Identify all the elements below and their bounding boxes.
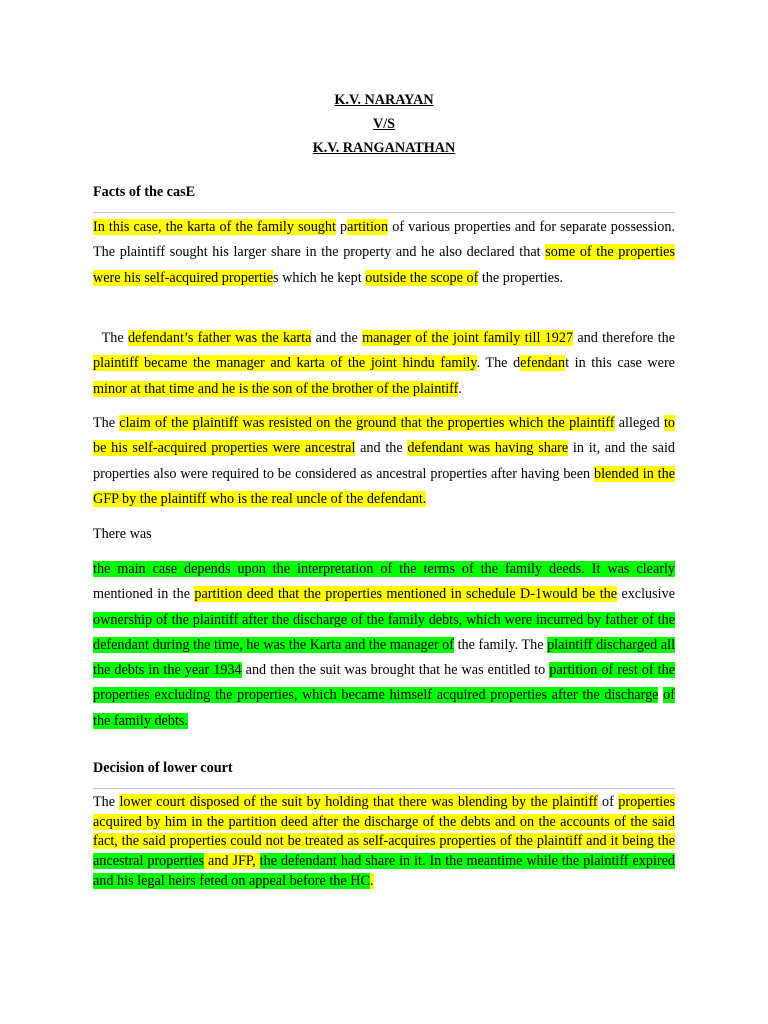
- lower-court-heading: Decision of lower court: [93, 760, 233, 776]
- highlight: ancestral properties: [93, 853, 205, 870]
- paragraph-1: [93, 215, 675, 291]
- paragraph-5: [93, 557, 675, 734]
- text-run: There was: [93, 526, 152, 542]
- highlight: efendan: [520, 355, 566, 372]
- text-run: and therefore the: [573, 330, 675, 346]
- text-run: and then the suit was brought that he was entitled to: [241, 662, 550, 679]
- highlight: defendant was having share: [407, 440, 569, 457]
- paragraph-3: [93, 411, 675, 512]
- highlight: artition: [347, 219, 389, 235]
- text-run: s which he kept: [273, 269, 366, 286]
- text-run: and the: [355, 440, 408, 457]
- highlight: some of the properties were his self-acquired propertie: [93, 244, 675, 286]
- title-versus: V/S: [372, 116, 396, 132]
- paragraph-4: [93, 522, 675, 547]
- text-run: of various properties and for separate possession. The plaintiff sought his larger share in the property and he also declared that: [93, 219, 675, 261]
- highlight: defendant’s father was the karta: [127, 330, 312, 346]
- highlight: of the family debts.: [93, 687, 675, 729]
- highlight: lower court disposed of the suit by holding that there was blending by the plaintiff: [119, 794, 598, 810]
- highlight: the main case depends upon the interpretation of the terms of the family deeds. It was clearly: [93, 561, 675, 577]
- text-run: . The d: [476, 355, 521, 372]
- highlight: manager of the joint family till 1927: [362, 330, 574, 346]
- highlight: .: [369, 872, 374, 889]
- text-run: The: [93, 330, 128, 346]
- highlight: blended in the GFP by the plaintiff who is the real uncle of the defendant.: [93, 465, 675, 507]
- text-run: mentioned in the: [93, 586, 195, 603]
- paragraph-6: [93, 793, 675, 892]
- paragraph-2: [93, 326, 675, 402]
- highlight: plaintiff discharged all the debts in the year 1934: [93, 636, 676, 679]
- title-respondent: K.V. RANGANATHAN: [312, 140, 456, 156]
- text-run: p: [335, 219, 348, 235]
- highlight: to be his self-acquired properties were ancestral: [93, 415, 676, 457]
- text-run: the family. The: [454, 636, 548, 653]
- case-title: [93, 88, 675, 160]
- text-run: alleged: [614, 415, 664, 431]
- highlight: partition deed that the properties mentioned in schedule D-1would be the: [194, 586, 618, 603]
- highlight: properties acquired by him in the partition deed after the discharge of the debts and on the accounts of the said fact, the said properties could not be treated as self-acquires properties of the plaintiff and it being the: [93, 794, 676, 850]
- text-run: exclusive: [617, 586, 675, 603]
- highlight: claim of the plaintiff was resisted on the ground that the properties which the plaintiff: [119, 415, 615, 431]
- highlight: minor at that time and he is the son of the brother of the plaintiff: [93, 380, 459, 397]
- text-run: in it, and the said properties also were required to be considered as ancestral properties after having been: [93, 440, 676, 482]
- text-run: and the: [311, 330, 363, 346]
- text-run: The: [93, 415, 120, 431]
- highlight: plaintiff became the manager and karta of the joint hindu family: [93, 355, 477, 372]
- highlight: outside the scope of: [365, 269, 479, 286]
- highlight: In this case, the karta of the family sought: [93, 219, 336, 235]
- highlight: and JFP,: [204, 853, 260, 870]
- highlight: the defendant had share in it. In the meantime while the plaintiff expired and his legal heirs feted on appeal before the HC: [93, 853, 676, 889]
- text-run: .: [458, 380, 462, 397]
- facts-divider: [93, 212, 675, 213]
- text-run: t in this case were: [565, 355, 675, 372]
- text-run: of: [597, 794, 619, 810]
- highlight: partition of rest of the properties excluding the properties, which became himself acquired properties after the discharge: [93, 662, 675, 704]
- facts-heading: Facts of the casE: [93, 184, 196, 200]
- text-run: The: [93, 794, 120, 810]
- highlight: ownership of the plaintiff after the discharge of the family debts, which were incurred by father of the defendant during the time, he was the Karta and the manager of: [93, 611, 675, 653]
- lower-court-divider: [93, 788, 675, 789]
- text-run: the properties.: [478, 269, 564, 286]
- title-petitioner: K.V. NARAYAN: [334, 92, 434, 108]
